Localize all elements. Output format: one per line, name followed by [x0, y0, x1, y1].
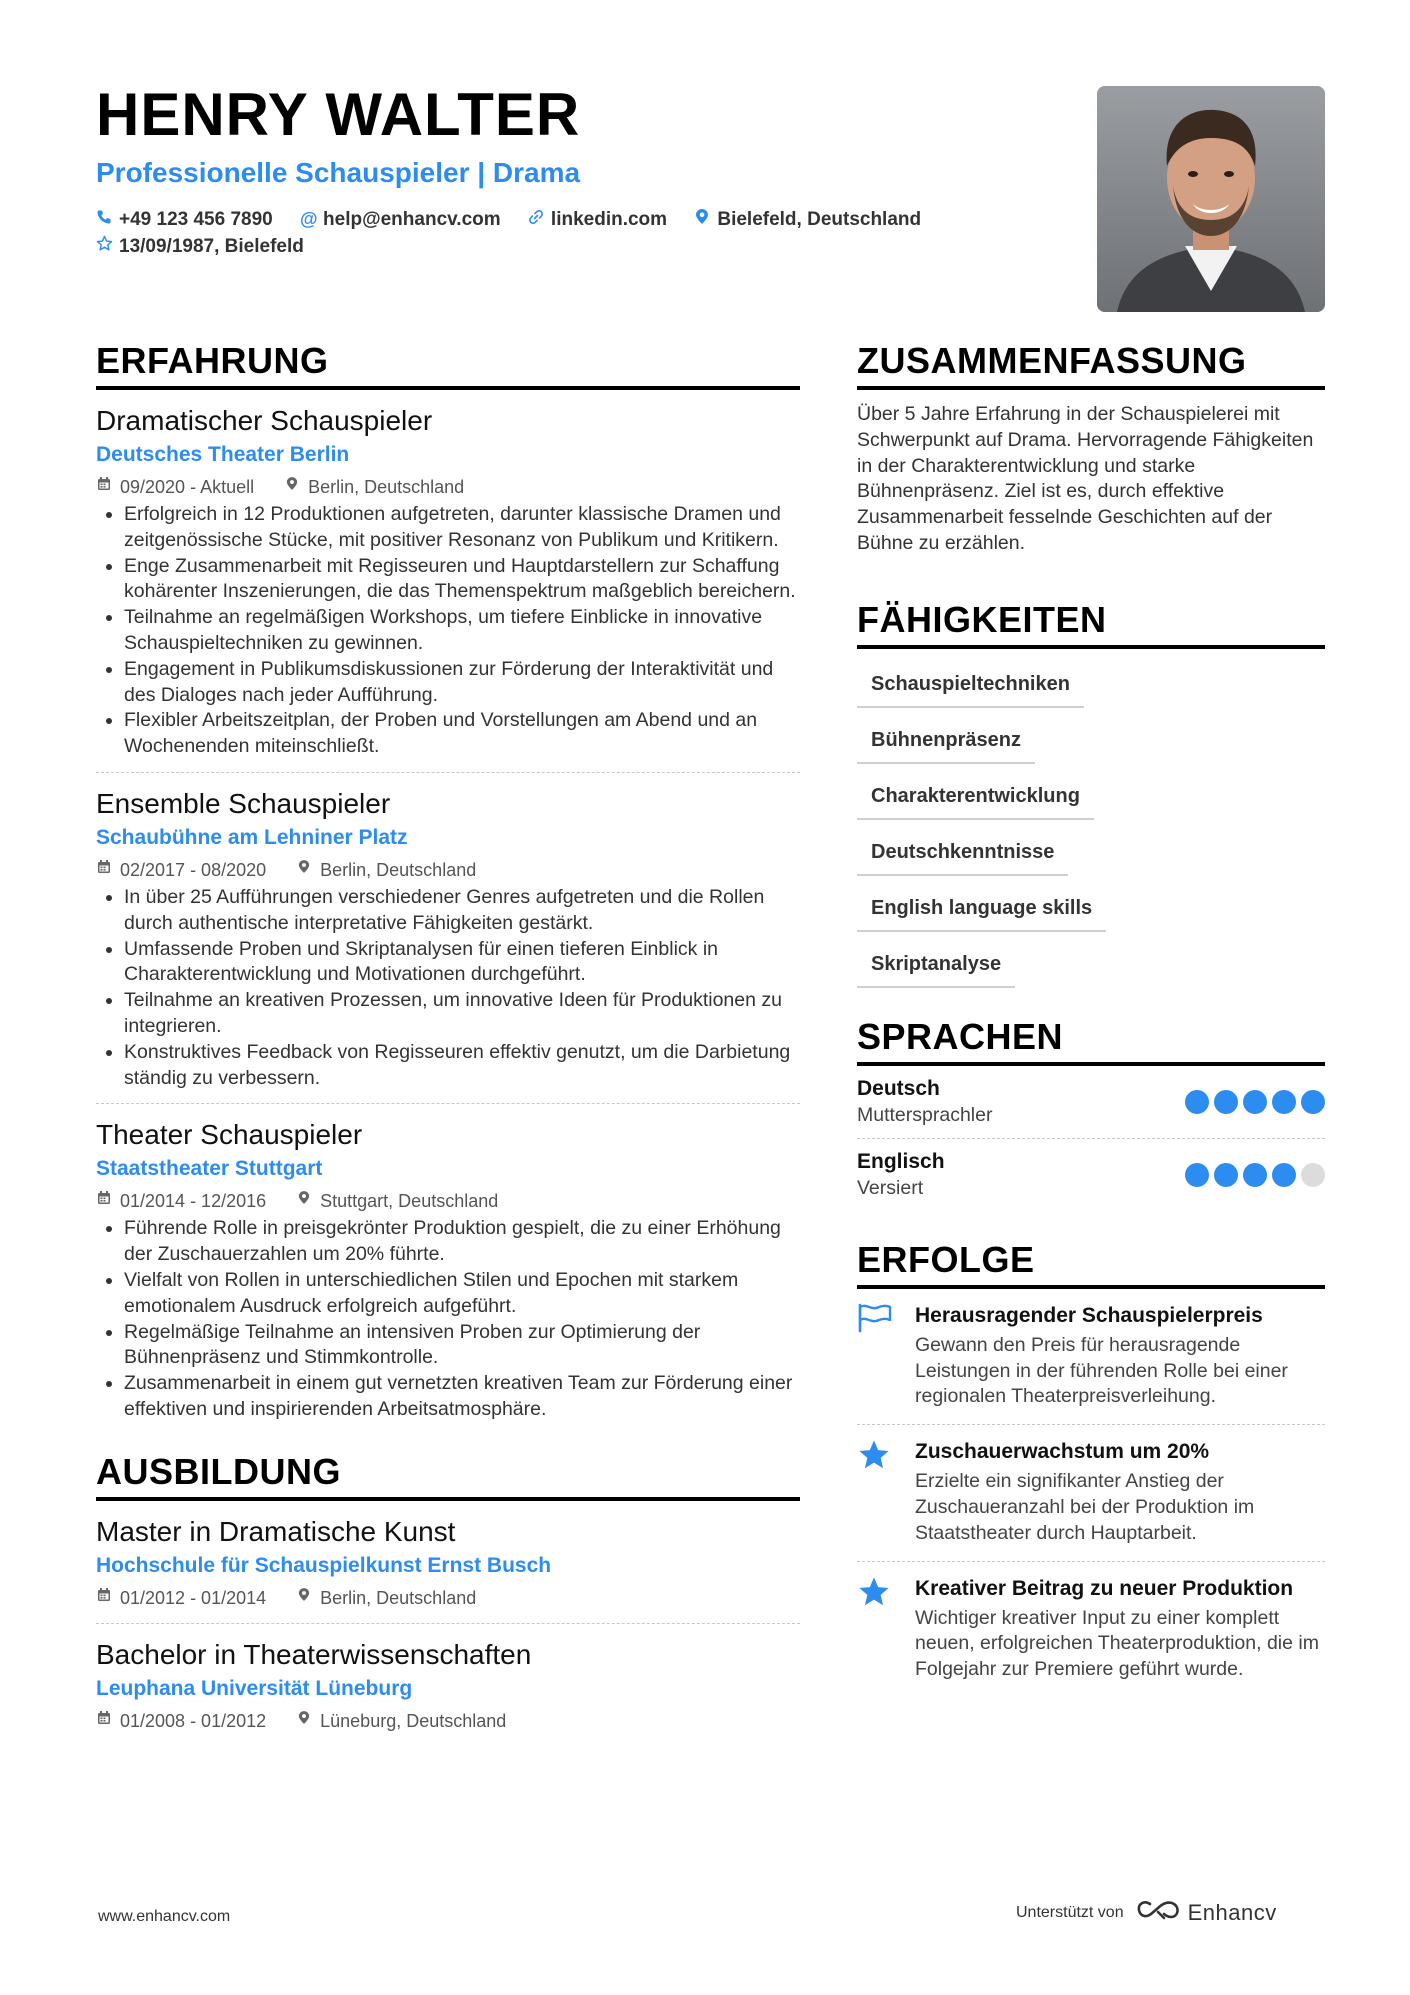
calendar-icon: [96, 474, 112, 500]
experience-section: [96, 340, 800, 1435]
footer-website[interactable]: www.enhancv.com: [98, 1908, 231, 1925]
edu-school: Hochschule für Schauspielkunst Ernst Busch: [96, 1553, 552, 1577]
edu-location: Berlin, Deutschland: [320, 1587, 477, 1608]
bullet: • Engagement in Publikumsdiskussionen zur Förderung der Interaktivität und des Dialoges nach jeder Aufführung.: [124, 657, 800, 709]
language-rating: [1185, 1163, 1325, 1187]
footer-brand[interactable]: Enhancv: [1187, 1899, 1277, 1925]
achievement-title: Herausragender Schauspielerpreis: [915, 1303, 1263, 1327]
location-icon: [284, 474, 300, 500]
summary-heading: ZUSAMMENFASSUNG: [857, 340, 1325, 390]
skill-tag: Bühnenpräsenz: [857, 719, 1035, 764]
edu-meta: [96, 1585, 800, 1611]
edu-dates: 01/2012 - 01/2014: [120, 1587, 267, 1608]
rating-dot-filled: [1214, 1090, 1238, 1114]
summary-text: Über 5 Jahre Erfahrung in der Schauspielerei mit Schwerpunkt auf Drama. Hervorragende Fähigkeiten in der Charakterentwicklung und starke Bühnenpräsenz. Ziel ist es, durch effektive Zusammenarbeit fesselnde Geschichten auf der Bühne zu erzählen.: [857, 403, 1314, 554]
flag-icon: [857, 1303, 915, 1410]
rating-dot-filled: [1243, 1163, 1267, 1187]
language-name: Deutsch: [857, 1076, 940, 1100]
job-dates: 09/2020 - Aktuell: [120, 477, 255, 497]
at-icon: @: [300, 209, 318, 229]
achievement-desc: Wichtiger kreativer Input zu einer komplett neuen, erfolgreichen Theaterproduktion, die im Folgejahr zur Premiere geführt wurde.: [915, 1606, 1319, 1681]
calendar-icon: [96, 1188, 112, 1214]
phone-icon: [96, 206, 112, 233]
job-meta: [96, 1188, 800, 1214]
location-icon: [296, 1188, 312, 1214]
edu-degree: Bachelor in Theaterwissenschaften: [96, 1638, 532, 1670]
bullet: • Vielfalt von Rollen in unterschiedlichen Stilen und Epochen mit starkem emotionalem Ausdruck erfolgreich aufgeführt.: [124, 1268, 800, 1320]
calendar-icon: [96, 1708, 112, 1734]
right-column: [857, 340, 1325, 1697]
bullet: • Regelmäßige Teilnahme an intensiven Proben zur Optimierung der Bühnenpräsenz und Stimmkontrolle.: [124, 1320, 800, 1372]
achievement-title: Kreativer Beitrag zu neuer Produktion: [915, 1576, 1294, 1600]
education-item: [96, 1501, 800, 1623]
job-role: Theater Schauspieler: [96, 1119, 363, 1151]
job-dates: 01/2014 - 12/2016: [120, 1191, 267, 1212]
candidate-name: HENRY WALTER: [96, 81, 581, 148]
rating-dot-filled: [1185, 1090, 1209, 1114]
skill-tag: Skriptanalyse: [857, 943, 1015, 988]
edu-school: Leuphana Universität Lüneburg: [96, 1676, 413, 1700]
education-heading: AUSBILDUNG: [96, 1451, 800, 1501]
skill-tag: English language skills: [857, 887, 1106, 932]
job-bullets: [96, 502, 800, 760]
job-location: Berlin, Deutschland: [308, 477, 465, 497]
skills-section: [857, 599, 1325, 988]
achievement-item: [857, 1561, 1325, 1697]
edu-meta: [96, 1708, 800, 1734]
rating-dot-filled: [1185, 1163, 1209, 1187]
skill-tag: Schauspieltechniken: [857, 663, 1084, 708]
rating-dot-filled: [1301, 1090, 1325, 1114]
education-section: [96, 1451, 800, 1746]
bullet: • Erfolgreich in 12 Produktionen aufgetreten, darunter klassische Dramen und zeitgenössische Stücke, mit positiver Resonanz von Publikum und Kritikern.: [124, 502, 800, 554]
language-rating: [1185, 1090, 1325, 1114]
bullet: • Konstruktives Feedback von Regisseuren effektiv genutzt, um die Darbietung ständig zu verbessern.: [124, 1040, 800, 1092]
calendar-icon: [96, 857, 112, 883]
language-name: Englisch: [857, 1149, 945, 1173]
rating-dot-filled: [1214, 1163, 1238, 1187]
bullet: • Teilnahme an kreativen Prozessen, um innovative Ideen für Produktionen zu integrieren.: [124, 988, 800, 1040]
job-meta: [96, 857, 800, 883]
job-company: Schaubühne am Lehniner Platz: [96, 825, 408, 849]
job-company: Staatstheater Stuttgart: [96, 1157, 323, 1181]
powered-by-text: Unterstützt von: [1016, 1903, 1124, 1921]
skills-heading: FÄHIGKEITEN: [857, 599, 1325, 649]
star-icon: [857, 1576, 915, 1683]
star-icon: [857, 1439, 915, 1546]
job-meta: [96, 474, 800, 500]
bullet: • Enge Zusammenarbeit mit Regisseuren und Hauptdarstellern zur Schaffung kohärenter Inszenierungen, die das Themenspektrum maßgeblich bereichern.: [124, 554, 800, 606]
location-icon: [296, 1708, 312, 1734]
edu-location: Lüneburg, Deutschland: [320, 1710, 507, 1731]
bullet: • Führende Rolle in preisgekrönter Produktion gespielt, die zu einer Erhöhung der Zuschauerzahlen um 20% führte.: [124, 1216, 800, 1268]
skill-tag: Deutschkenntnisse: [857, 831, 1068, 876]
language-item: [857, 1066, 1325, 1138]
summary-section: [857, 340, 1325, 557]
bullet: • Zusammenarbeit in einem gut vernetzten kreativen Team zur Förderung einer effektiven und inspirierenden Arbeitsatmosphäre.: [124, 1371, 800, 1423]
contact-phone[interactable]: +49 123 456 7890: [96, 206, 273, 233]
achievements-section: [857, 1239, 1325, 1697]
contact-info: [96, 206, 1056, 260]
bullet: • In über 25 Aufführungen verschiedener Genres aufgetreten und die Rollen durch authentische interpretative Fähigkeiten gestärkt.: [124, 885, 800, 937]
job-location: Berlin, Deutschland: [320, 859, 477, 880]
achievement-desc: Gewann den Preis für herausragende Leistungen in der führenden Rolle bei einer regionalen Theaterpreisverleihung.: [915, 1333, 1288, 1408]
location-icon: [296, 857, 312, 883]
left-column: [96, 340, 800, 1746]
language-level: Versiert: [857, 1176, 924, 1199]
achievement-item: [857, 1424, 1325, 1560]
experience-item: [96, 772, 800, 1103]
calendar-icon: [96, 1585, 112, 1611]
language-level: Muttersprachler: [857, 1103, 993, 1126]
contact-birth: 13/09/1987, Bielefeld: [96, 233, 304, 260]
location-icon: [296, 1585, 312, 1611]
language-item: [857, 1138, 1325, 1211]
bullet: • Teilnahme an regelmäßigen Workshops, um tiefere Einblicke in innovative Schauspieltechniken zu gewinnen.: [124, 605, 800, 657]
rating-dot-filled: [1272, 1090, 1296, 1114]
link-icon: [528, 206, 544, 233]
experience-item: [96, 390, 800, 772]
experience-heading: ERFAHRUNG: [96, 340, 800, 390]
profile-photo: [1097, 86, 1325, 312]
achievement-desc: Erzielte ein signifikanter Anstieg der Zuschaueranzahl bei der Produktion im Staatstheater durch Hauptarbeit.: [915, 1470, 1255, 1544]
languages-heading: SPRACHEN: [857, 1016, 1325, 1066]
skills-list: [857, 663, 1325, 988]
bullet: • Flexibler Arbeitszeitplan, der Proben und Vorstellungen am Abend und an Wochenenden miteinschließt.: [124, 708, 800, 760]
contact-email[interactable]: @ help@enhancv.com: [300, 206, 501, 233]
edu-dates: 01/2008 - 01/2012: [120, 1710, 267, 1731]
languages-section: [857, 1016, 1325, 1211]
job-dates: 02/2017 - 08/2020: [120, 859, 267, 880]
candidate-title: Professionelle Schauspieler | Drama: [96, 157, 581, 188]
job-role: Dramatischer Schauspieler: [96, 405, 433, 436]
job-bullets: [96, 1216, 800, 1422]
job-location: Stuttgart, Deutschland: [320, 1191, 499, 1212]
achievements-heading: ERFOLGE: [857, 1239, 1325, 1289]
star-icon: [96, 233, 112, 260]
education-item: [96, 1623, 800, 1746]
rating-dot-filled: [1243, 1090, 1267, 1114]
job-role: Ensemble Schauspieler: [96, 787, 391, 819]
rating-dot-empty: [1301, 1163, 1325, 1187]
rating-dot-filled: [1272, 1163, 1296, 1187]
achievement-item: [857, 1289, 1325, 1424]
job-bullets: [96, 885, 800, 1091]
bullet: • Umfassende Proben und Skriptanalysen für einen tieferen Einblick in Charakterentwicklung und Motivationen durchgeführt.: [124, 937, 800, 989]
edu-degree: Master in Dramatische Kunst: [96, 1515, 456, 1547]
footer-powered: [1016, 1898, 1277, 1927]
job-company: Deutsches Theater Berlin: [96, 443, 350, 466]
achievement-title: Zuschauerwachstum um 20%: [915, 1440, 1210, 1464]
experience-item: [96, 1103, 800, 1434]
contact-linkedin[interactable]: linkedin.com: [528, 206, 667, 233]
location-icon: [694, 206, 710, 233]
contact-location: Bielefeld, Deutschland: [694, 206, 921, 233]
skill-tag: Charakterentwicklung: [857, 775, 1094, 820]
enhancv-logo-icon: [1136, 1898, 1182, 1927]
